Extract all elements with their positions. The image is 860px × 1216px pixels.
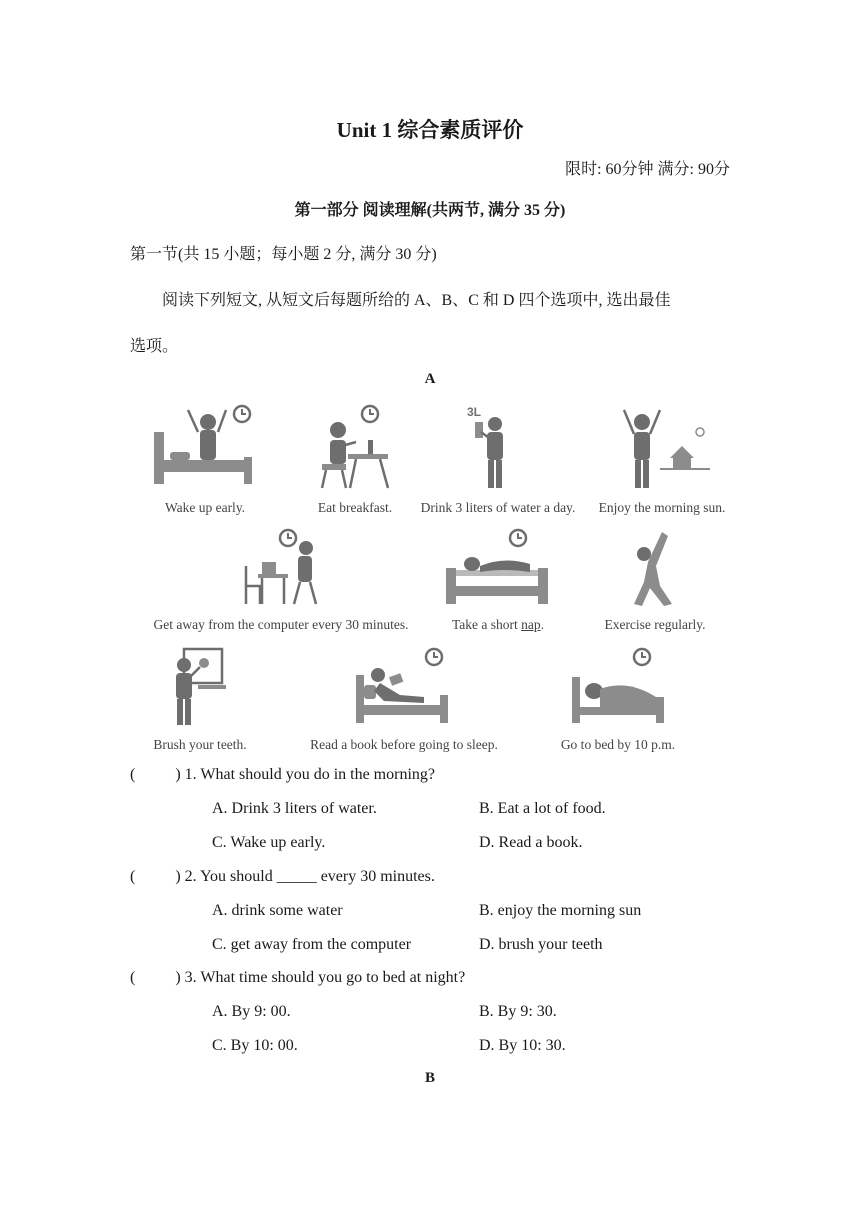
answer-blank[interactable]: ( ) — [130, 766, 181, 783]
option-a[interactable]: A. drink some water — [212, 902, 343, 919]
picture-caption: Brush your teeth. — [153, 737, 247, 752]
option-a[interactable]: A. By 9: 00. — [212, 1003, 291, 1020]
picture-caption: Take a short nap. — [451, 617, 545, 632]
answer-blank[interactable]: ( ) — [130, 868, 181, 885]
breakfast-icon — [312, 402, 396, 492]
option-d[interactable]: D. By 10: 30. — [479, 1037, 566, 1054]
passage-b-label: B — [424, 1070, 435, 1086]
instruction-line-1: 阅读下列短文, 从短文后每题所给的 A、B、C 和 D 四个选项中, 选出最佳 — [162, 292, 671, 309]
picture-caption: Exercise regularly. — [604, 617, 706, 632]
option-c[interactable]: C. get away from the computer — [212, 936, 412, 953]
option-d[interactable]: D. Read a book. — [479, 834, 583, 851]
picture-caption: Enjoy the morning sun. — [598, 500, 726, 515]
instruction-line-2: 选项。 — [130, 338, 179, 355]
picture-caption: Go to bed by 10 p.m. — [560, 737, 676, 752]
page-title: Unit 1 综合素质评价 — [336, 118, 524, 142]
picture-caption: Read a book before going to sleep. — [310, 737, 498, 752]
part-title: 第一部分 阅读理解(共两节, 满分 35 分) — [294, 202, 566, 219]
option-b[interactable]: B. By 9: 30. — [479, 1003, 557, 1020]
question-stem: 2. You should _____ every 30 minutes. — [184, 868, 435, 885]
question-2 — [130, 868, 435, 886]
picture-caption: Get away from the computer every 30 minutes. — [153, 617, 409, 632]
option-d[interactable]: D. brush your teeth — [479, 936, 603, 953]
bedtime-icon — [570, 645, 666, 727]
read-book-icon — [354, 645, 450, 727]
option-c[interactable]: C. Wake up early. — [212, 834, 326, 851]
answer-blank[interactable]: ( ) — [130, 969, 181, 986]
nap-word: nap — [521, 617, 541, 632]
picture-caption: Eat breakfast. — [317, 500, 393, 515]
passage-a-label: A — [424, 371, 436, 387]
question-1 — [130, 766, 435, 784]
section-title: 第一节(共 15 小题；每小题 2 分, 满分 30 分) — [130, 246, 437, 263]
option-a[interactable]: A. Drink 3 liters of water. — [212, 800, 377, 817]
option-b[interactable]: B. enjoy the morning sun — [479, 902, 642, 919]
drink-water-icon — [465, 402, 525, 492]
time-score-limit: 限时: 60分钟 满分: 90分 — [565, 161, 730, 178]
question-stem: 3. What time should you go to bed at night? — [184, 969, 466, 986]
computer-break-icon — [236, 526, 326, 608]
question-stem: 1. What should you do in the morning? — [184, 766, 435, 783]
option-b[interactable]: B. Eat a lot of food. — [479, 800, 606, 817]
morning-sun-icon — [618, 402, 718, 492]
question-3 — [130, 969, 465, 987]
picture-caption: Drink 3 liters of water a day. — [420, 500, 576, 515]
option-c[interactable]: C. By 10: 00. — [212, 1037, 298, 1054]
brush-teeth-icon — [168, 645, 230, 727]
wake-up-icon — [150, 402, 260, 492]
exercise-icon — [620, 526, 690, 608]
picture-caption: Wake up early. — [164, 500, 246, 515]
nap-icon — [444, 526, 554, 608]
water-badge: 3L — [467, 405, 482, 419]
